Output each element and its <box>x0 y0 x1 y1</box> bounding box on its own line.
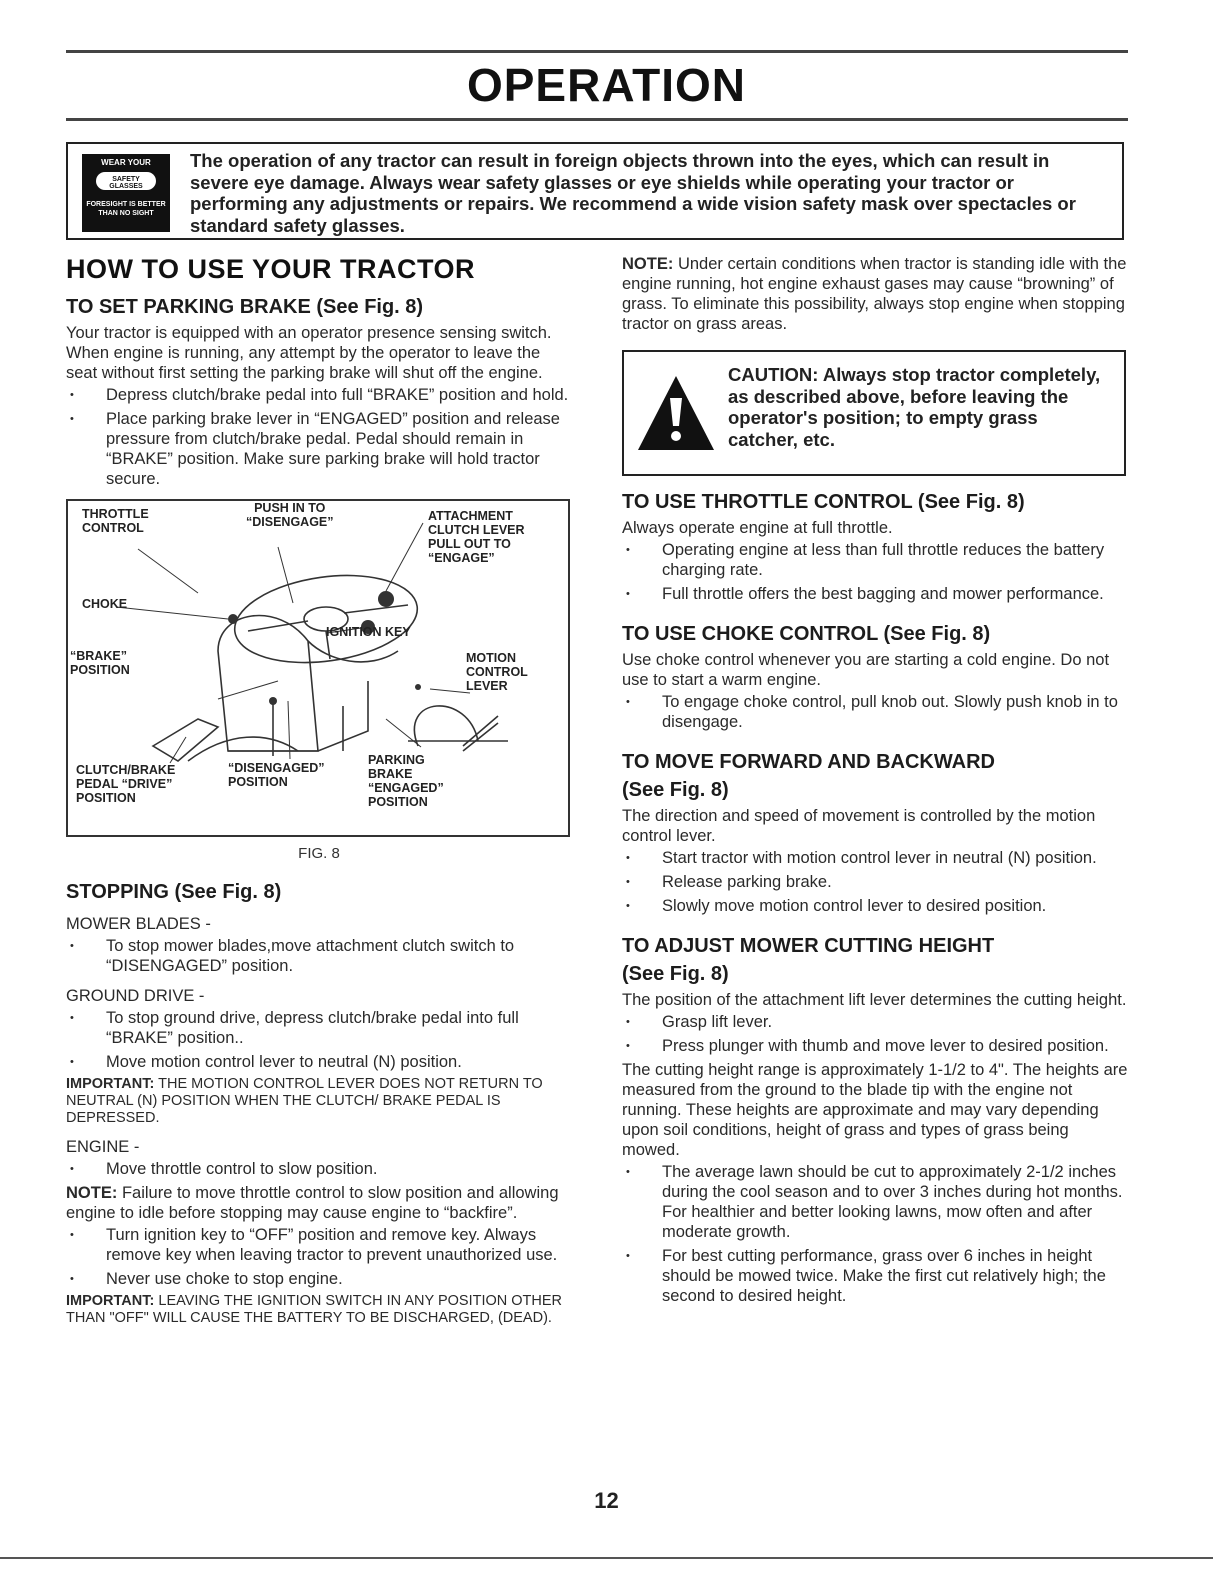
engine-note-text: Failure to move throttle control to slow position and allowing engine to idle before stopping may cause engine to “backfire”. <box>66 1184 559 1222</box>
forward-heading-line2: (See Fig. 8) <box>622 779 729 801</box>
choke-heading: TO USE CHOKE CONTROL (See Fig. 8) <box>622 623 991 645</box>
list-item: • Never use choke to stop engine. <box>66 1269 572 1289</box>
list-item: • For best cutting performance, grass over 6 inches in height should be mowed twice. Make the first cut relatively high; the second to desired height. <box>622 1246 1128 1306</box>
parking-brake-intro: Your tractor is equipped with an operator presence sensing switch. When engine is running, any attempt by the operator to leave the seat without first setting the parking brake will shut off the engine. <box>66 324 552 382</box>
clutch-brake-label: CLUTCH/BRAKE PEDAL “DRIVE” POSITION <box>76 763 176 805</box>
list-item: • To engage choke control, pull knob out. Slowly push knob in to disengage. <box>622 692 1128 732</box>
exhaust-note <box>622 254 1128 334</box>
brake-position-label: “BRAKE” POSITION <box>70 649 130 677</box>
list-item: • Move motion control lever to neutral (N) position. <box>66 1052 572 1072</box>
safety-icon-line3: FORESIGHT IS BETTER THAN NO SIGHT <box>86 201 166 217</box>
mower-blades-label: MOWER BLADES - <box>66 915 211 933</box>
cutting-bullets <box>622 1012 1128 1056</box>
safety-glasses-icon <box>82 154 170 232</box>
safety-icon-line1: WEAR YOUR <box>101 158 151 167</box>
attachment-clutch-label: ATTACHMENT CLUTCH LEVER PULL OUT TO “ENGAGE” <box>428 509 525 565</box>
forward-intro: The direction and speed of movement is controlled by the motion control lever. <box>622 807 1096 845</box>
warning-triangle-icon <box>636 374 716 452</box>
page-number: 12 <box>594 1488 619 1513</box>
figure-8 <box>66 499 570 837</box>
how-to-heading: HOW TO USE YOUR TRACTOR <box>66 254 476 284</box>
list-item: • Press plunger with thumb and move lever to desired position. <box>622 1036 1128 1056</box>
list-item: • Place parking brake lever in “ENGAGED” position and release pressure from clutch/brake pedal. Pedal should remain in “BRAKE” position. Make sure parking brake will hold tractor secure. <box>66 409 572 489</box>
page-title: OPERATION <box>466 59 747 111</box>
safety-icon-line2: SAFETY GLASSES <box>109 176 143 190</box>
important-label-2: IMPORTANT: <box>66 1293 155 1309</box>
list-item: • Move throttle control to slow position. <box>66 1159 572 1179</box>
glasses-shape <box>96 172 156 190</box>
caution-box <box>622 350 1126 476</box>
safety-warning-text: The operation of any tractor can result in foreign objects thrown into the eyes, which can result in severe eye damage. Always wear safety glasses or eye shields while operating your tractor or performing any adjustments or repairs. We recommend a wide vision safety mask over spectacles or standard safety glasses. <box>190 150 1076 236</box>
forward-heading-line1: TO MOVE FORWARD AND BACKWARD <box>622 751 995 773</box>
list-item: • To stop mower blades,move attachment clutch switch to “DISENGAGED” position. <box>66 936 572 976</box>
disengaged-position-label: “DISENGAGED” POSITION <box>228 761 325 789</box>
throttle-intro: Always operate engine at full throttle. <box>622 519 893 537</box>
list-item: • Full throttle offers the best bagging and mower performance. <box>622 584 1128 604</box>
engine-label: ENGINE - <box>66 1138 140 1156</box>
engine-bullets-2 <box>66 1225 572 1289</box>
mower-blades-bullets <box>66 936 572 976</box>
safety-warning-box <box>66 142 1124 240</box>
left-column <box>66 254 572 1327</box>
choke-bullets <box>622 692 1128 732</box>
important-text-1: THE MOTION CONTROL LEVER DOES NOT RETURN TO NEUTRAL (N) POSITION WHEN THE CLUTCH/ BRAKE PEDAL IS DEPRESSED. <box>66 1076 543 1126</box>
list-item: • Operating engine at less than full throttle reduces the battery charging rate. <box>622 540 1128 580</box>
throttle-bullets <box>622 540 1128 604</box>
right-column <box>622 254 1128 1310</box>
parking-brake-bullets <box>66 385 572 489</box>
list-item: • Grasp lift lever. <box>622 1012 1128 1032</box>
top-rule <box>66 50 1128 53</box>
list-item: • Release parking brake. <box>622 872 1128 892</box>
important-note-1 <box>66 1076 572 1127</box>
list-item: • Depress clutch/brake pedal into full “BRAKE” position and hold. <box>66 385 572 405</box>
choke-intro: Use choke control whenever you are starting a cold engine. Do not use to start a warm engine. <box>622 651 1110 689</box>
list-item: • To stop ground drive, depress clutch/brake pedal into full “BRAKE” position.. <box>66 1008 572 1048</box>
ignition-key-label: IGNITION KEY <box>326 625 411 639</box>
cutting-body: The cutting height range is approximately 1-1/2 to 4". The heights are measured from the ground to the blade tip with the engine not running. These heights are approximate and may vary depending upon soil conditions, height of grass and types of grass being mowed. <box>622 1061 1128 1159</box>
list-item: • Slowly move motion control lever to desired position. <box>622 896 1128 916</box>
list-item: • Turn ignition key to “OFF” position and remove key. Always remove key when leaving tractor to prevent unauthorized use. <box>66 1225 572 1265</box>
list-item: • The average lawn should be cut to approximately 2-1/2 inches during the cool season and to over 3 inches during hot months. For healthier and better looking lawns, mow often and after moderate growth. <box>622 1162 1128 1242</box>
throttle-control-label: THROTTLE CONTROL <box>82 507 149 535</box>
choke-label: CHOKE <box>82 597 128 611</box>
ground-drive-bullets <box>66 1008 572 1072</box>
engine-note <box>66 1183 572 1223</box>
cutting-intro: The position of the attachment lift lever determines the cutting height. <box>622 991 1127 1009</box>
title-rule <box>66 118 1128 121</box>
exhaust-note-text: Under certain conditions when tractor is standing idle with the engine running, hot engine exhaust gases may cause “browning” of grass. To eliminate this possibility, always stop engine when stopping tractor on grass areas. <box>622 255 1127 333</box>
push-disengage-label: PUSH IN TO “DISENGAGE” <box>246 501 334 529</box>
figure-caption: FIG. 8 <box>298 845 340 862</box>
forward-bullets <box>622 848 1128 916</box>
engine-bullets <box>66 1159 572 1179</box>
exhaust-note-label: NOTE: <box>622 255 674 273</box>
list-item: • Start tractor with motion control lever in neutral (N) position. <box>622 848 1128 868</box>
engine-note-label: NOTE: <box>66 1184 118 1202</box>
bottom-rule <box>0 1557 1213 1559</box>
stopping-heading: STOPPING (See Fig. 8) <box>66 881 282 903</box>
important-label-1: IMPORTANT: <box>66 1076 155 1092</box>
caution-text: CAUTION: Always stop tractor completely, as described above, before leaving the operator's position; to empty grass catcher, etc. <box>728 364 1101 450</box>
important-note-2 <box>66 1293 572 1327</box>
cutting-bullets-2 <box>622 1162 1128 1306</box>
parking-brake-heading: TO SET PARKING BRAKE (See Fig. 8) <box>66 296 424 318</box>
ground-drive-label: GROUND DRIVE - <box>66 987 205 1005</box>
parking-brake-label: PARKING BRAKE “ENGAGED” POSITION <box>368 753 444 809</box>
cutting-heading-line2: (See Fig. 8) <box>622 963 729 985</box>
important-text-2: LEAVING THE IGNITION SWITCH IN ANY POSITION OTHER THAN "OFF" WILL CAUSE THE BATTERY TO BE DISCHARGED, (DEAD). <box>66 1293 563 1326</box>
throttle-heading: TO USE THROTTLE CONTROL (See Fig. 8) <box>622 491 1025 513</box>
motion-control-label: MOTION CONTROL LEVER <box>466 651 528 693</box>
cutting-heading-line1: TO ADJUST MOWER CUTTING HEIGHT <box>622 935 995 957</box>
